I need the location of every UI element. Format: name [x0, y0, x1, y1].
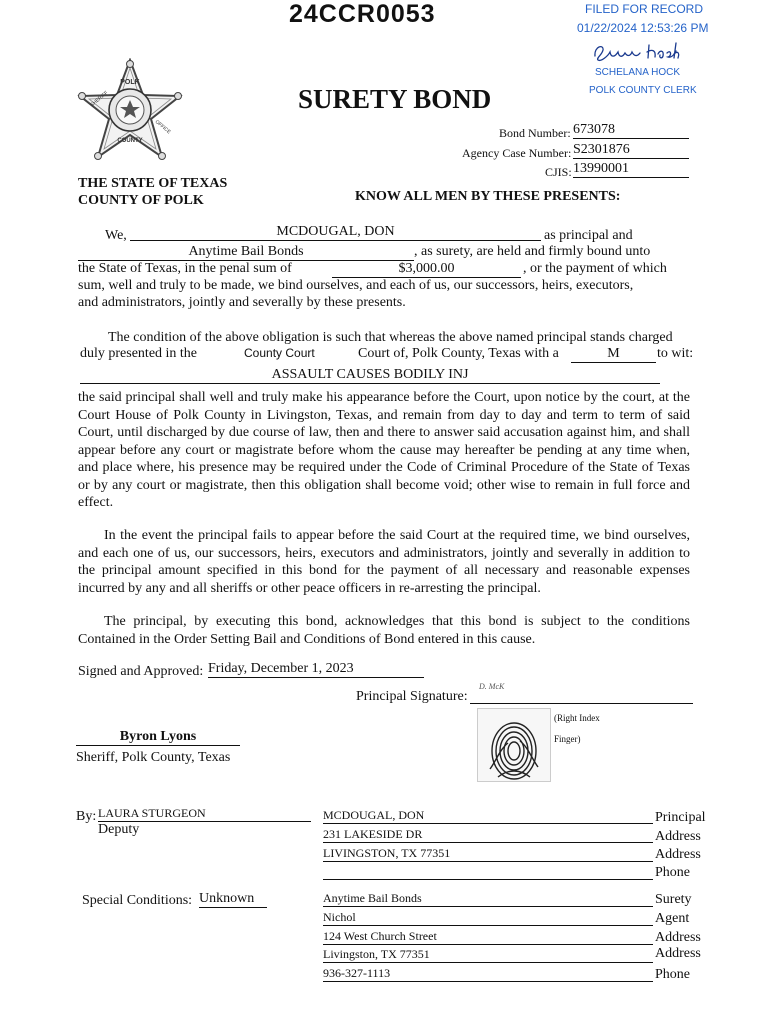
obligation-line-5: and administrators, jointly and severally by these presents.	[78, 295, 406, 310]
case-number: 24CCR0053	[289, 0, 436, 28]
signed-approved-label: Signed and Approved:	[78, 664, 204, 679]
duly-presented-text: duly presented in the	[80, 346, 198, 361]
filed-stamp-datetime: 01/22/2024 12:53:26 PM	[577, 21, 709, 35]
condition-line-1: The condition of the above obligation is such that whereas the above named principal stands charged	[108, 330, 673, 345]
to-wit-text: to wit:	[657, 346, 694, 361]
sheriff-star-seal	[76, 58, 184, 162]
deputy-title: Deputy	[98, 822, 140, 837]
special-conditions-value: Unknown	[199, 891, 267, 908]
principal-signature-scribble: D. McK	[479, 682, 505, 691]
document-title: SURETY BOND	[298, 84, 492, 114]
principal-name-field: MCDOUGAL, DON	[130, 224, 541, 241]
seal-top-text: POLK	[120, 79, 140, 86]
know-all-heading: KNOW ALL MEN BY THESE PRESENTS:	[355, 189, 621, 204]
signed-approved-date: Friday, December 1, 2023	[208, 661, 424, 678]
cjis-value: 13990001	[573, 161, 689, 178]
as-principal-text: as principal and	[544, 228, 633, 243]
clerk-office: POLK COUNTY CLERK	[589, 85, 697, 96]
by-label: By:	[76, 809, 97, 824]
principal-signature-label: Principal Signature:	[356, 689, 468, 704]
penal-sum-prefix: the State of Texas, in the penal sum of	[78, 261, 292, 276]
surety-block-phone: 936-327-1113	[323, 966, 653, 982]
obligation-line-4: sum, well and truly to be made, we bind ourselves, and each of us, our successors, heirs, executors,	[78, 278, 634, 293]
seal-left-text: SHERIFF	[89, 90, 110, 109]
county-heading: COUNTY OF POLK	[78, 193, 204, 208]
filed-stamp-line1: FILED FOR RECORD	[585, 2, 704, 16]
fingerprint-label-2: Finger)	[554, 734, 581, 744]
as-surety-text: , as surety, are held and firmly bound unto	[414, 244, 651, 259]
penal-amount-field: $3,000.00	[332, 261, 521, 278]
sheriff-name: Byron Lyons	[76, 729, 240, 746]
sheriff-title: Sheriff, Polk County, Texas	[76, 750, 231, 765]
principal-block-address-1-label: Address	[655, 829, 701, 844]
condition-body: the said principal shall well and truly make his appearance before the Court, upon notice by the court, at the Court House of Polk County in Livingston, Texas, and remain from day to day and term to term of said Court, until discharged by due course of law, then and there to answer said accusation against him, and shall appear before any court or magistrate before whom the cause may hereafter be pending at any time when, and place where, his presence may be required under the Code of Criminal Procedure of the State of Texas or by any court or magistrate, then this obligation shall become void; other wise to remain in full force and effect.	[78, 390, 690, 510]
surety-block-agent: Nichol	[323, 910, 653, 926]
principal-block-phone-label: Phone	[655, 865, 690, 880]
seal-right-text: OFFICE	[153, 119, 172, 136]
court-of-text: Court of, Polk County, Texas with a	[358, 346, 559, 361]
bond-number-value: 673078	[573, 122, 689, 139]
principal-block-name: MCDOUGAL, DON	[323, 808, 653, 824]
bond-number-label: Bond Number:	[499, 126, 571, 140]
surety-block-address-1: 124 West Church Street	[323, 929, 653, 945]
penal-sum-suffix: , or the payment of which	[523, 261, 667, 276]
clerk-name: SCHELANA HOCK	[595, 67, 681, 78]
acknowledgement-paragraph: The principal, by executing this bond, acknowledges that this bond is subject to the conditions Contained in the Order Setting Bail and Conditions of Bond entered in this cause.	[78, 614, 690, 647]
surety-block-company-label: Surety	[655, 892, 692, 907]
state-heading: THE STATE OF TEXAS	[78, 176, 228, 191]
special-conditions-label: Special Conditions:	[82, 893, 193, 908]
fingerprint-label-1: (Right Index	[554, 713, 600, 723]
surety-block-address-1-label: Address	[655, 930, 701, 945]
principal-block-address-1: 231 LAKESIDE DR	[323, 827, 653, 843]
fingerprint-image	[477, 708, 551, 782]
failure-to-appear-paragraph: In the event the principal fails to appear before the said Court at the required time, we bind ourselves, and each one of us, our successors, heirs, executors and administrators, jointly and severally in addition to the principal amount specified in this bond for the payment of all necessary and reasonable expenses incurred by any and all sheriffs or other peace officers in re-arresting the principal.	[78, 528, 690, 596]
clerk-signature	[592, 40, 684, 64]
deputy-name: LAURA STURGEON	[98, 806, 311, 822]
surety-block-phone-label: Phone	[655, 967, 690, 982]
principal-block-name-label: Principal	[655, 810, 706, 825]
offense-degree-field: M	[571, 346, 656, 363]
principal-block-phone	[323, 864, 653, 880]
agency-case-number-label: Agency Case Number:	[462, 146, 572, 160]
court-type-field: County Court	[244, 346, 315, 360]
cjis-label: CJIS:	[545, 165, 572, 179]
we-label: We,	[105, 228, 127, 243]
agency-case-number-value: S2301876	[573, 142, 689, 159]
surety-block-company: Anytime Bail Bonds	[323, 891, 653, 907]
surety-block-agent-label: Agent	[655, 911, 690, 926]
seal-bottom-text: COUNTY	[117, 138, 143, 144]
surety-name-field: Anytime Bail Bonds	[78, 244, 414, 261]
surety-block-address-2: Livingston, TX 77351	[323, 947, 653, 963]
principal-signature-line	[470, 682, 693, 704]
surety-block-address-2-label: Address	[655, 946, 701, 961]
principal-block-address-2: LIVINGSTON, TX 77351	[323, 846, 653, 862]
principal-block-address-2-label: Address	[655, 847, 701, 862]
offense-description-field: ASSAULT CAUSES BODILY INJ	[80, 367, 660, 384]
